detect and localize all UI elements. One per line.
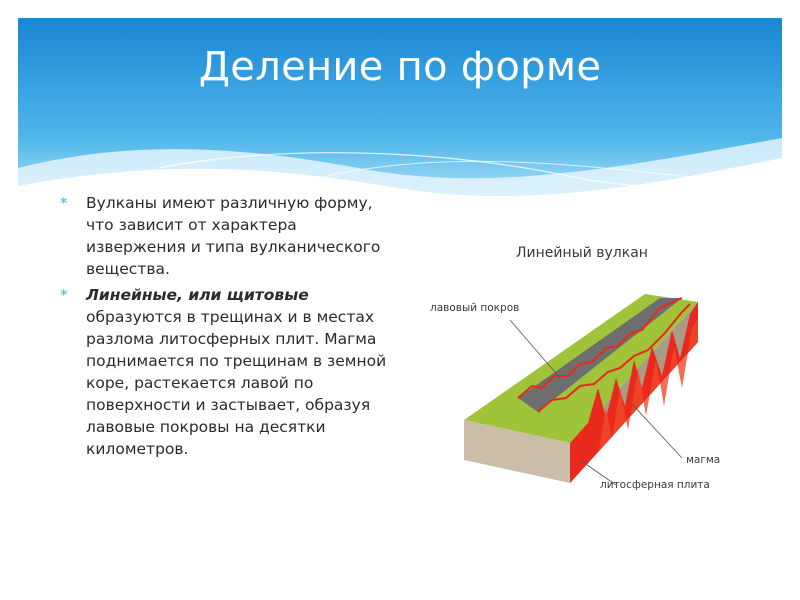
bullet-emphasis: Линейные, или щитовые: [86, 286, 309, 304]
magma-leader: [632, 404, 682, 458]
figure-title: Линейный вулкан: [516, 245, 648, 261]
volcano-block-diagram: [420, 238, 760, 508]
bullet-asterisk-icon: *: [60, 194, 68, 212]
label-plate: литосферная плита: [600, 479, 710, 491]
bullet-text: образуются в трещинах и в местах разлома литосферных плит. Магма поднимается по трещинам в земной коре, растекается лавой по поверхности и застывает, образуя лавовые покровы на десятки километров.: [86, 308, 387, 458]
label-magma: магма: [686, 454, 721, 466]
bullet-item: [60, 284, 395, 460]
bullet-item: [60, 192, 395, 280]
slide-title: Деление по форме: [198, 44, 602, 90]
bullet-asterisk-icon: *: [60, 286, 68, 304]
bullet-list: [60, 192, 395, 464]
linear-volcano-figure: [420, 238, 760, 508]
lava-cover-leader: [510, 320, 560, 378]
bullet-text: Вулканы имеют различную форму, что зависит от характера извержения и типа вулканического вещества.: [86, 194, 381, 278]
label-lava-cover: лавовый покров: [430, 302, 520, 314]
